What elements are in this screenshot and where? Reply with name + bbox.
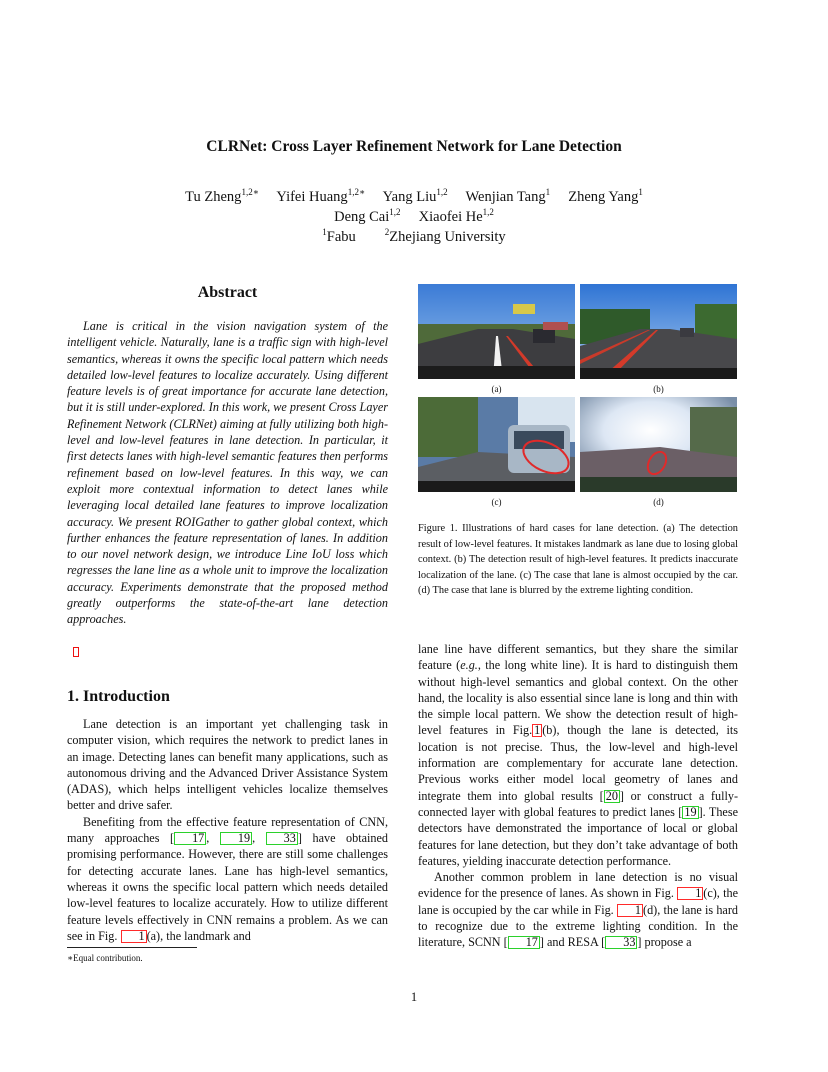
figure-1c-image: [418, 397, 575, 492]
author: Xiaofei He$^{1,2}$: [418, 207, 494, 225]
citation-link[interactable]: 33: [266, 832, 298, 845]
affiliation: $^1$Fabu: [322, 227, 356, 245]
author-line-2: [60, 208, 768, 227]
figure-link[interactable]: 1: [617, 904, 643, 917]
citation-link[interactable]: 17: [508, 936, 540, 949]
introduction-heading: 1. Introduction: [67, 688, 170, 705]
figure-link[interactable]: 1: [677, 887, 703, 900]
paper-title: CLRNet: Cross Layer Refinement Network for Lane Detection: [206, 138, 622, 155]
affiliation: $^2$Zhejiang University: [384, 227, 506, 245]
right-paragraph-2: Another common problem in lane detection is no visual evidence for the presence of lanes. As shown in Fig. 1 (c), the lane is occupied by the car while in Fig. 1 (d), the lane is hard to recognize due to the extreme lighting condition. In the literature, SCNN [ 17 ] and RESA [ 33 ] propose a: [418, 870, 738, 950]
abstract-body: [67, 318, 388, 628]
right-paragraph-1: lane line have different semantics, but they share the similar feature (e.g., the long white line). It is hard to distinguish them without high-level semantics and global context. On the other hand, the locality is also essential since lane is long and thin with the simple local pattern. We show the detection result of high-level features in Fig. 1 (b), though the lane is detected, its location is not precise. Thus, the low-level and high-level information are complementary for accurate lane detection. Previous works either model local geometry of lanes and integrate them into global results [ 20 ] or construct a fully-connected layer with global features to predict lanes [ 19 ]. These detectors have demonstrated the importance of local or global features for lane detection, but they don’t take advantage of both features, yielding inaccurate detection performance.: [418, 642, 739, 868]
author: Zheng Yang$^1$: [568, 187, 643, 205]
intro-paragraph-1: Lane detection is an important yet challenging task in computer vision, which requires the network to predict lanes in an image. Detecting lanes can benefit many applications, such as autonomous driving and the Advanced Driver Assistance System (ADAS), which helps intelligent vehicles localize themselves better and drive safer.: [67, 717, 388, 813]
intro-paragraph-2: Benefiting from the effective feature representation of CNN, many approaches [ 17 , 19 , 33 ] have obtained promising performance. However, there are still some challenges for detecting accurate lanes. Lane has high-level semantics, whereas it owns the specific local pattern which needs detailed low-level features to localize accurately. How to utilize different feature levels effectively in CNN remains a problem. As we can see in Fig. 1 (a), the landmark and: [67, 814, 389, 943]
author: Deng Cai$^{1,2}$: [334, 207, 401, 225]
citation-link[interactable]: 20: [605, 788, 618, 803]
figure-1a-image: [418, 284, 575, 379]
author: Wenjian Tang$^1$: [465, 187, 551, 205]
figure-label-d: (d): [653, 497, 664, 507]
citation-link[interactable]: 19: [684, 804, 697, 819]
abstract-paragraph: Lane is critical in the vision navigation system of the intelligent vehicle. Naturally, lane is a traffic sign with high-level semantics, whereas it owns the specific local pattern which needs detailed low-level features to localize accurately. Using different feature levels is of great importance for accurate lane detection, but it is still under-explored. In this work, we present Cross Layer Refinement Network (CLRNet) aiming at fully utilizing both high-level and low-level features in lane detection. In particular, it first detects lanes with high-level semantic features then performs refinement based on low-level features. In this way, we can exploit more contextual information to detect lanes while leveraging local detailed lane features to improve localization accuracy. We present ROIGather to gather global context, which further enhances the feature representation of lanes. In addition to our novel network design, we introduce Line IoU loss which regresses the lane line as a whole unit to improve the localization accuracy. Experiments demonstrate that the proposed method greatly outperforms the state-of-the-art lane detection approaches.: [67, 319, 388, 627]
footnote: ∗Equal contribution.: [67, 953, 143, 963]
author: Yang Liu$^{1,2}$: [382, 187, 448, 205]
figure-1d-image: [580, 397, 737, 492]
author: Yifei Huang$^{1,2∗}$: [276, 187, 366, 205]
figure-label-b: (b): [653, 384, 664, 394]
footnote-divider: [67, 947, 197, 948]
figure-label-c: (c): [491, 497, 502, 507]
citation-link[interactable]: 33: [605, 936, 637, 949]
affiliation-line: [60, 228, 768, 247]
page-number: 1: [410, 990, 418, 1004]
citation-link[interactable]: 17: [174, 832, 206, 845]
introduction-body: [67, 716, 388, 944]
abstract-heading: Abstract: [197, 284, 258, 301]
right-column-body: [418, 641, 738, 951]
link-marker-icon: [73, 647, 79, 657]
figure-label-a: (a): [491, 384, 502, 394]
figure-link[interactable]: 1: [121, 930, 147, 943]
citation-link[interactable]: 19: [220, 832, 252, 845]
figure-caption: Figure 1. Illustrations of hard cases for lane detection. (a) The detection result of low-level features. It mistakes landmark as lane due to losing global context. (b) The detection result of high-level features. It predicts inaccurate localization of the lane. (c) The case that lane is almost occupied by the car. (d) The case that lane is blurred by the extreme lighting condition.: [418, 523, 738, 596]
figure-link[interactable]: 1: [534, 723, 541, 738]
figure-1b-image: [580, 284, 737, 379]
author: Tu Zheng$^{1,2∗}$: [185, 187, 259, 205]
author-line-1: [60, 188, 768, 207]
